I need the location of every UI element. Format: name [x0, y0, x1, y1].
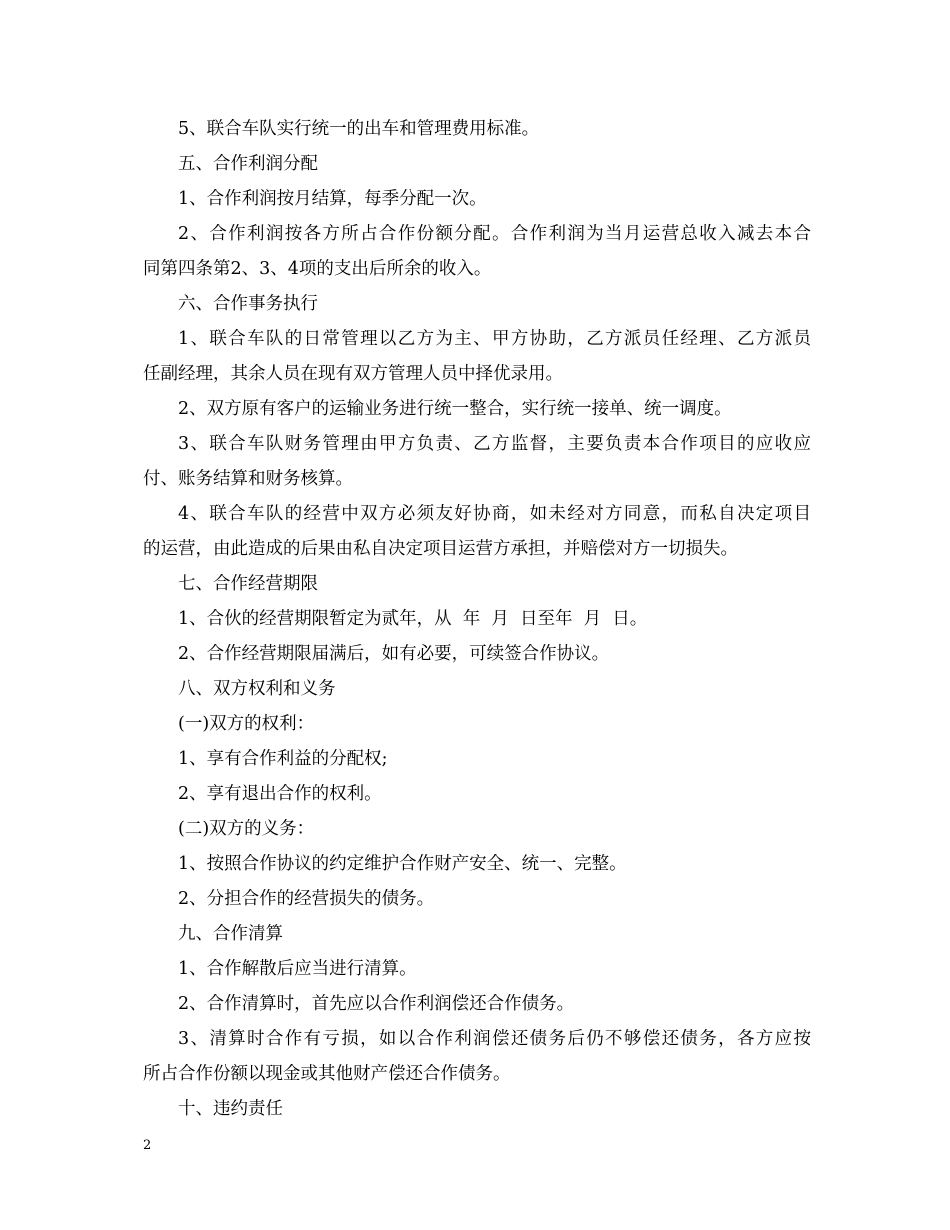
paragraph-line: 1、联合车队的日常管理以乙方为主、甲方协助，乙方派员任经理、乙方派员: [178, 329, 811, 349]
paragraph-line: 1、合作利润按月结算，每季分配一次。: [178, 189, 487, 209]
paragraph-line: 2、合作清算时，首先应以合作利润偿还合作债务。: [178, 994, 575, 1014]
page-number: 2: [143, 1138, 152, 1153]
section-heading: 十、违约责任: [178, 1099, 283, 1119]
paragraph-line: 付、账务结算和财务核算。: [143, 469, 353, 489]
paragraph-line: 任副经理，其余人员在现有双方管理人员中择优录用。: [143, 364, 563, 384]
section-heading: 九、合作清算: [178, 924, 283, 944]
section-heading: 七、合作经营期限: [178, 574, 318, 594]
paragraph-line: 2、享有退出合作的权利。: [178, 784, 382, 804]
paragraph-line: 4、联合车队的经营中双方必须友好协商，如未经对方同意，而私自决定项目: [178, 504, 811, 524]
paragraph-line: 所占合作份额以现金或其他财产偿还合作债务。: [143, 1064, 511, 1084]
paragraph-line: 1、合伙的经营期限暂定为贰年，从 年 月 日至年 月 日。: [178, 609, 648, 629]
subsection-heading: (二)双方的义务：: [178, 819, 315, 839]
subsection-heading: (一)双方的权利：: [178, 714, 315, 734]
paragraph-line: 2、合作经营期限届满后，如有必要，可续签合作协议。: [178, 644, 610, 664]
paragraph-line: 2、合作利润按各方所占合作份额分配。合作利润为当月运营总收入减去本合: [178, 224, 811, 244]
paragraph-line: 2、分担合作的经营损失的债务。: [178, 889, 435, 909]
paragraph-line: 同第四条第2、3、4项的支出后所余的收入。: [143, 259, 492, 279]
section-heading: 八、双方权利和义务: [178, 679, 336, 699]
paragraph-line: 1、享有合作利益的分配权;: [178, 749, 388, 769]
section-heading: 五、合作利润分配: [178, 154, 318, 174]
paragraph-line: 3、联合车队财务管理由甲方负责、乙方监督，主要负责本合作项目的应收应: [178, 434, 811, 454]
paragraph-line: 1、按照合作协议的约定维护合作财产安全、统一、完整。: [178, 854, 627, 874]
paragraph-line: 的运营，由此造成的后果由私自决定项目运营方承担，并赔偿对方一切损失。: [143, 539, 738, 559]
paragraph-line: 1、合作解散后应当进行清算。: [178, 959, 417, 979]
paragraph-line: 5、联合车队实行统一的出车和管理费用标准。: [178, 119, 540, 139]
paragraph-line: 3、清算时合作有亏损，如以合作利润偿还债务后仍不够偿还债务，各方应按: [178, 1029, 811, 1049]
section-heading: 六、合作事务执行: [178, 294, 318, 314]
paragraph-line: 2、双方原有客户的运输业务进行统一整合，实行统一接单、统一调度。: [178, 399, 732, 419]
